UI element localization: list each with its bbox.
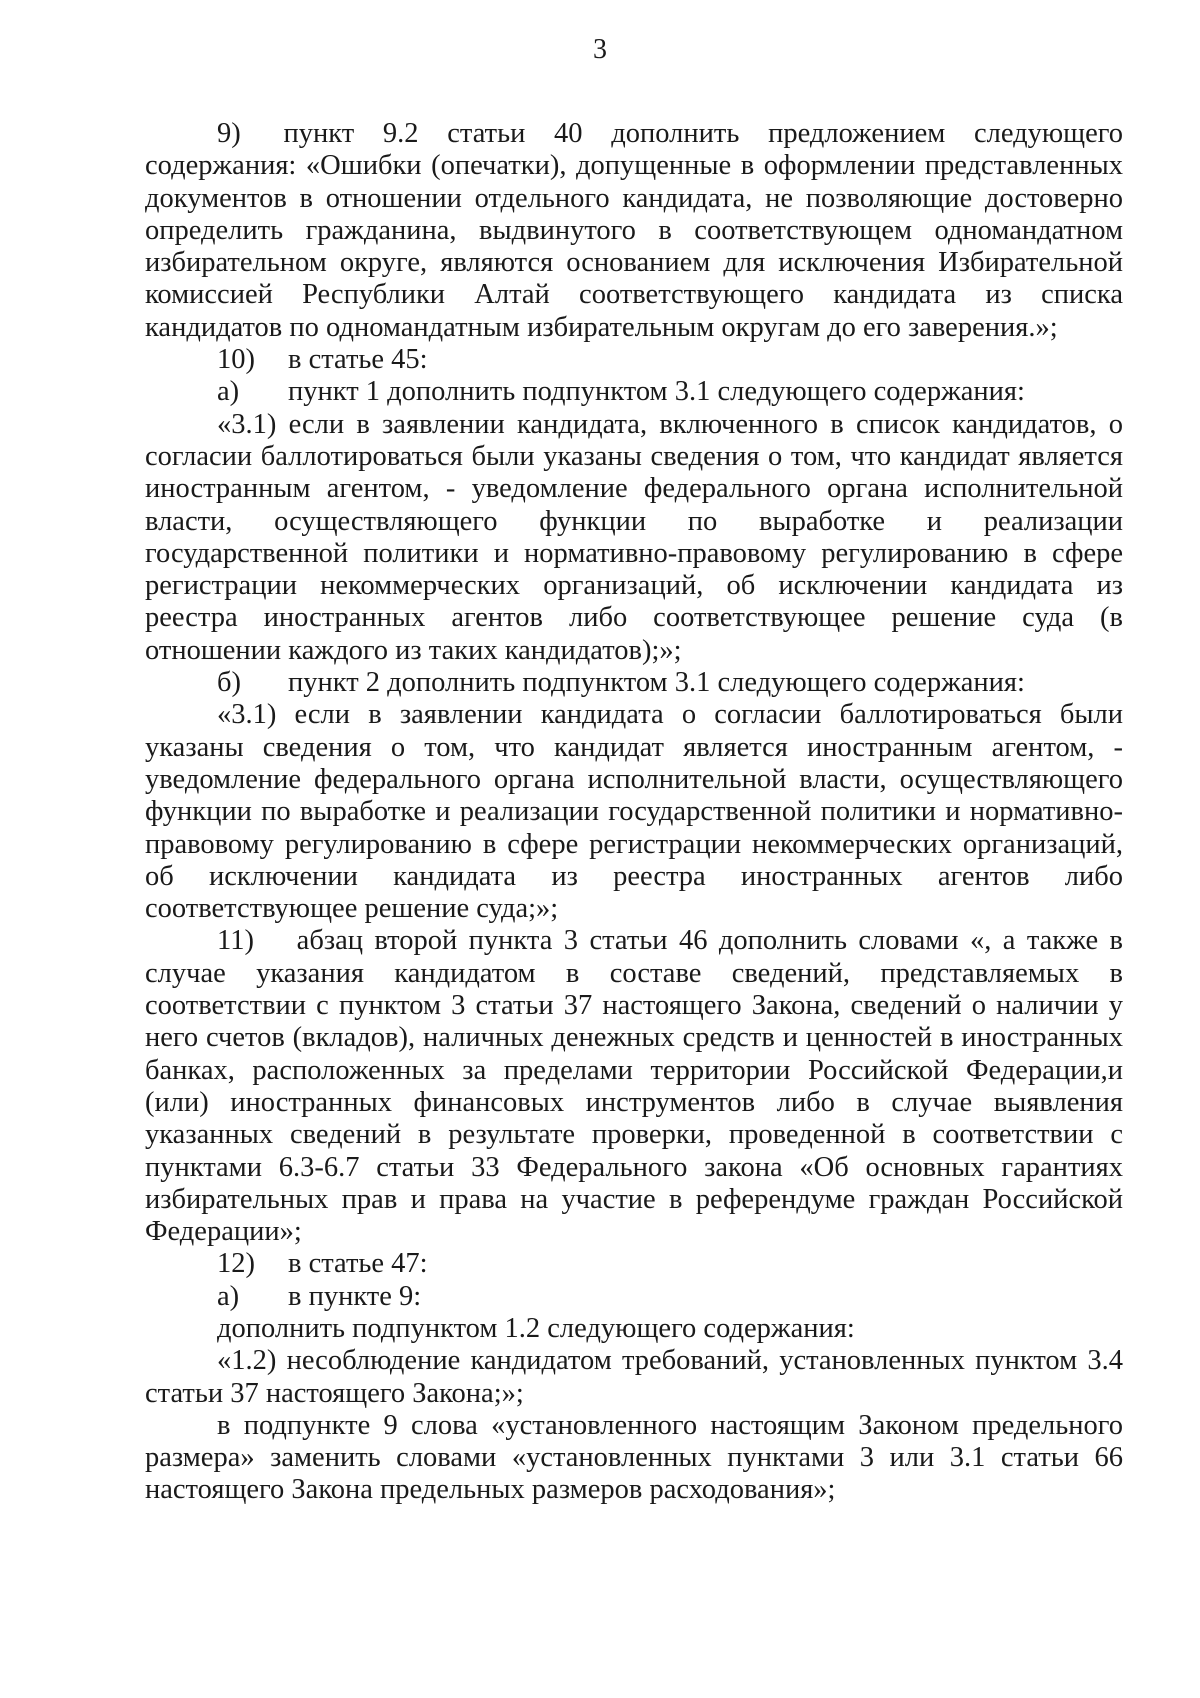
paragraph-quote-1-2: «1.2) несоблюдение кандидатом требований, установленных пунктом 3.4 статьи 37 настоящего Закона;»; <box>145 1345 1123 1409</box>
item-text: в статье 45: <box>288 344 428 376</box>
paragraph-add-subitem: дополнить подпунктом 1.2 следующего содержания: <box>217 1312 855 1344</box>
paragraph-item-11: 11) абзац второй пункта 3 статьи 46 дополнить словами «, а также в случае указания кандидатом в составе сведений, представляемых в соответствии с пунктом 3 статьи 37 настоящего Закона, сведений о наличии у него счетов (вкладов), наличных денежных средств и ценностей в иностранных банках, расположенных за пределами территории Российской Федерации,и (или) иностранных финансовых инструментов либо в случае выявления указанных сведений в результате проверки, проведенной в соответствии с пунктами 6.3-6.7 статьи 33 Федерального закона «Об основных гарантиях избирательных прав и права на участие в референдуме граждан Российской Федерации»; <box>145 925 1123 1248</box>
item-number: а) <box>217 376 240 408</box>
item-number: 10) <box>217 344 255 376</box>
item-text: в статье 47: <box>288 1248 428 1280</box>
paragraph-subitem-a <box>145 376 1123 408</box>
paragraph-quote-3-1-first: «3.1) если в заявлении кандидата, включенного в список кандидатов, о согласии баллотироваться были указаны сведения о том, что кандидат является иностранным агентом, - уведомление федерального органа исполнительной власти, осуществляющего функции по выработке и реализации государственной политики и нормативно-правовому регулированию в сфере регистрации некоммерческих организаций, об исключении кандидата из реестра иностранных агентов либо соответствующее решение суда (в отношении каждого из таких кандидатов);»; <box>145 408 1123 666</box>
document-body <box>145 118 1123 1507</box>
paragraph-item-10 <box>145 344 1123 376</box>
item-number: а) <box>217 1280 240 1312</box>
page-number: 3 <box>593 34 607 65</box>
item-text: в пункте 9: <box>288 1280 422 1312</box>
item-number: 12) <box>217 1248 255 1280</box>
paragraph-subitem-a-2 <box>145 1281 1123 1313</box>
paragraph-quote-3-1-second: «3.1) если в заявлении кандидата о согласии баллотироваться были указаны сведения о том, что кандидат является иностранным агентом, - уведомление федерального органа исполнительной власти, осуществляющего функции по выработке и реализации государственной политики и нормативно-правовому регулированию в сфере регистрации некоммерческих организаций, об исключении кандидата из реестра иностранных агентов либо соответствующее решение суда;»; <box>145 699 1123 925</box>
item-text: пункт 1 дополнить подпунктом 3.1 следующего содержания: <box>288 376 1025 408</box>
paragraph-replace-words: в подпункте 9 слова «установленного настоящим Законом предельного размера» заменить словами «установленных пунктами 3 или 3.1 статьи 66 настоящего Закона предельных размеров расходования»; <box>145 1409 1123 1506</box>
item-number: б) <box>217 667 241 699</box>
paragraph-item-12 <box>145 1248 1123 1280</box>
item-text: пункт 2 дополнить подпунктом 3.1 следующего содержания: <box>288 667 1025 699</box>
paragraph-subitem-b <box>145 667 1123 699</box>
paragraph-item-9: 9) пункт 9.2 статьи 40 дополнить предложением следующего содержания: «Ошибки (опечатки), допущенные в оформлении представленных документов в отношении отдельного кандидата, не позволяющие достоверно определить гражданина, выдвинутого в соответствующем одномандатном избирательном округе, являются основанием для исключения Избирательной комиссией Республики Алтай соответствующего кандидата из списка кандидатов по одномандатным избирательным округам до его заверения.»; <box>145 118 1123 343</box>
